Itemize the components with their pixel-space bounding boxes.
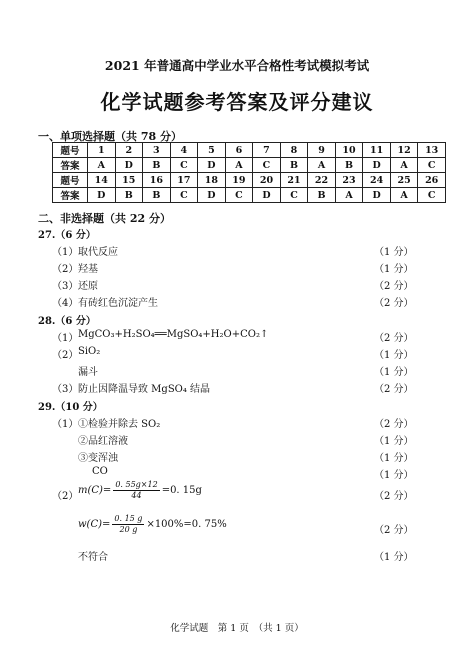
table-cell: 3	[143, 143, 171, 158]
item-number: （2）	[52, 264, 79, 275]
item-number: （2）	[52, 350, 79, 361]
table-cell: A	[225, 158, 253, 173]
fraction	[112, 514, 144, 535]
table-cell: B	[280, 158, 308, 173]
answer-text: 羟基	[78, 264, 98, 275]
table-cell: 2	[115, 143, 143, 158]
table-cell: A	[308, 158, 336, 173]
score: （1 分）	[374, 552, 414, 563]
formula-rhs: ×100%=0. 75%	[146, 519, 227, 530]
table-cell: A	[335, 188, 363, 203]
score: （1 分）	[374, 453, 414, 464]
score: （2 分）	[374, 491, 414, 502]
question-29-head: 29.（10 分）	[38, 402, 103, 413]
table-cell: 1	[88, 143, 116, 158]
answer-text: ③变浑浊	[78, 453, 118, 464]
table-cell: C	[170, 158, 198, 173]
table-cell: D	[253, 188, 281, 203]
answer-text: 取代反应	[78, 247, 118, 258]
table-cell: 23	[335, 173, 363, 188]
table-cell: B	[308, 188, 336, 203]
table-cell: 11	[363, 143, 391, 158]
row-label: 题号	[53, 173, 88, 188]
question-27-head: 27.（6 分）	[38, 230, 96, 241]
table-cell: D	[88, 188, 116, 203]
score: （1 分）	[374, 436, 414, 447]
answer-text: SiO₂	[78, 346, 101, 357]
table-cell: C	[418, 188, 446, 203]
denominator: 20 g	[119, 525, 138, 534]
table-cell: 12	[390, 143, 418, 158]
document-title: 化学试题参考答案及评分建议	[100, 90, 374, 114]
score: （1 分）	[374, 350, 414, 361]
table-cell: 14	[88, 173, 116, 188]
table-cell: D	[363, 158, 391, 173]
table-cell: 5	[198, 143, 226, 158]
table-cell: 7	[253, 143, 281, 158]
table-cell: B	[335, 158, 363, 173]
table-cell: 4	[170, 143, 198, 158]
table-cell: 19	[225, 173, 253, 188]
row-label: 题号	[53, 143, 88, 158]
score: （1 分）	[374, 264, 414, 275]
table-cell: D	[363, 188, 391, 203]
formula-w-c	[78, 514, 227, 535]
answer-text: CO	[92, 466, 108, 477]
numerator: 0. 15 g	[114, 514, 143, 523]
score: （1 分）	[374, 367, 414, 378]
denominator: 44	[131, 491, 142, 500]
table-cell: 17	[170, 173, 198, 188]
table-cell: 16	[143, 173, 171, 188]
table-cell: A	[390, 158, 418, 173]
formula-lhs: m(C)=	[78, 485, 112, 496]
table-cell: C	[225, 188, 253, 203]
table-cell: 20	[253, 173, 281, 188]
table-cell: 8	[280, 143, 308, 158]
table-cell: 10	[335, 143, 363, 158]
item-number: （1）	[52, 333, 79, 344]
table-cell: 6	[225, 143, 253, 158]
answer-table	[52, 142, 446, 203]
item-number: （3）	[52, 384, 79, 395]
item-number: （1）	[52, 419, 79, 430]
score: （2 分）	[374, 419, 414, 430]
table-cell: 13	[418, 143, 446, 158]
table-cell: C	[170, 188, 198, 203]
answer-text: ②品红溶液	[78, 436, 128, 447]
table-cell: C	[253, 158, 281, 173]
table-cell: 9	[308, 143, 336, 158]
score: （1 分）	[374, 470, 414, 481]
score: （1 分）	[374, 247, 414, 258]
formula-rhs: =0. 15g	[161, 485, 202, 496]
table-cell: A	[390, 188, 418, 203]
table-cell: C	[418, 158, 446, 173]
score: （2 分）	[374, 333, 414, 344]
score: （2 分）	[374, 298, 414, 309]
table-cell: C	[280, 188, 308, 203]
row-label: 答案	[53, 158, 88, 173]
exam-title: 2021 年普通高中学业水平合格性考试模拟考试	[104, 58, 370, 73]
score: （2 分）	[374, 281, 414, 292]
formula-m-c	[78, 480, 202, 501]
table-row	[53, 188, 446, 203]
table-cell: 15	[115, 173, 143, 188]
table-row	[53, 173, 446, 188]
row-label: 答案	[53, 188, 88, 203]
table-cell: B	[143, 158, 171, 173]
table-cell: 24	[363, 173, 391, 188]
numerator: 0. 55g×12	[115, 480, 158, 489]
table-cell: 26	[418, 173, 446, 188]
score: （2 分）	[374, 525, 414, 536]
answer-text: ①检验并除去 SO₂	[78, 419, 161, 430]
table-cell: D	[115, 158, 143, 173]
table-row	[53, 143, 446, 158]
table-cell: 22	[308, 173, 336, 188]
table-cell: 25	[390, 173, 418, 188]
table-cell: D	[198, 158, 226, 173]
table-cell: B	[115, 188, 143, 203]
answer-text: 有砖红色沉淀产生	[78, 298, 158, 309]
section1-title: 一、单项选择题（共 78 分）	[38, 130, 182, 143]
table-cell: A	[88, 158, 116, 173]
table-cell: B	[143, 188, 171, 203]
item-number: （1）	[52, 247, 79, 258]
page-footer: 化学试题 第 1 页 （共 1 页）	[170, 623, 304, 634]
item-number: （2）	[52, 491, 79, 502]
table-cell: D	[198, 188, 226, 203]
score: （2 分）	[374, 384, 414, 395]
answer-text: 漏斗	[78, 367, 98, 378]
answer-text: MgCO₃+H₂SO₄══MgSO₄+H₂O+CO₂↑	[78, 329, 269, 340]
answer-text: 还原	[78, 281, 98, 292]
table-cell: 18	[198, 173, 226, 188]
table-cell: 21	[280, 173, 308, 188]
question-28-head: 28.（6 分）	[38, 316, 96, 327]
table-row	[53, 158, 446, 173]
fraction	[113, 480, 159, 501]
answer-text: 不符合	[78, 552, 108, 563]
section2-title: 二、非选择题（共 22 分）	[38, 212, 171, 225]
formula-lhs: w(C)=	[78, 519, 111, 530]
item-number: （3）	[52, 281, 79, 292]
answer-text: 防止因降温导致 MgSO₄ 结晶	[78, 384, 211, 395]
item-number: （4）	[52, 298, 79, 309]
